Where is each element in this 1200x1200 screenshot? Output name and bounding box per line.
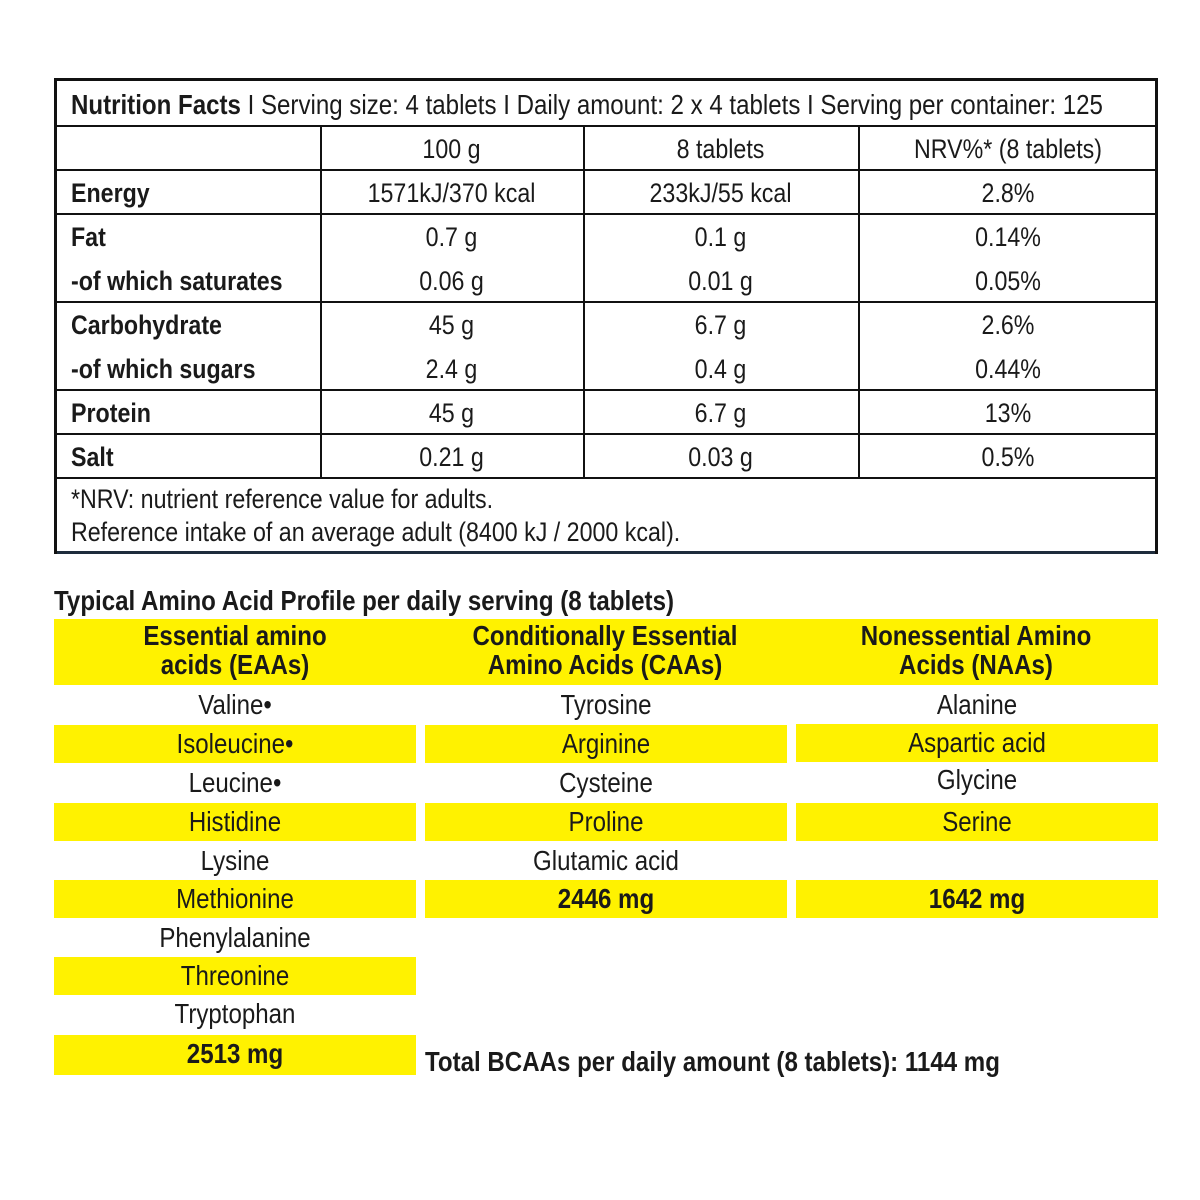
carbohydrate-per-8-tablets: 6.7 g <box>694 310 747 340</box>
fat-nrv: 0.14% <box>975 222 1041 252</box>
eaa-item-label: Methionine <box>176 883 294 914</box>
naa-heading-line-2: Acids (NAAs) <box>899 649 1053 680</box>
row-label-saturates: -of which saturates <box>71 266 283 296</box>
eaa-item-label: Lysine <box>200 845 270 876</box>
naa-item-label: Serine <box>942 806 1012 837</box>
caa-heading-line-1: Conditionally Essential <box>472 620 738 651</box>
caa-heading-line-2: Amino Acids (CAAs) <box>487 649 723 680</box>
caa-item <box>425 842 787 880</box>
table-rule <box>57 433 1155 435</box>
fat-per-100g: 0.7 g <box>425 222 478 252</box>
table-rule <box>57 125 1155 127</box>
column-divider <box>583 125 585 477</box>
eaa-heading <box>54 619 416 685</box>
naa-item <box>796 686 1158 724</box>
eaa-heading-line-1: Essential amino <box>143 620 327 651</box>
carbohydrate-per-100g: 45 g <box>428 310 475 340</box>
naa-heading <box>794 619 1158 685</box>
eaa-item-label: Histidine <box>188 806 282 837</box>
fat-per-8-tablets: 0.1 g <box>694 222 747 252</box>
energy-nrv: 2.8% <box>981 178 1035 208</box>
eaa-heading-line-2: acids (EAAs) <box>160 649 310 680</box>
naa-item <box>796 803 1158 841</box>
energy-per-100g: 1571kJ/370 kcal <box>367 178 536 208</box>
eaa-item-label: Leucine• <box>188 767 282 798</box>
energy-per-8-tablets: 233kJ/55 kcal <box>649 178 792 208</box>
nutrition-facts-table <box>54 78 1158 554</box>
nutrition-title: Nutrition Facts <box>71 89 241 120</box>
eaa-item <box>54 995 416 1033</box>
eaa-item <box>54 764 416 802</box>
eaa-item-label: Isoleucine• <box>176 728 294 759</box>
eaa-item-label: Phenylalanine <box>159 922 311 953</box>
bcaa-total: Total BCAAs per daily amount (8 tablets): 1144 mg <box>425 1046 1000 1077</box>
table-rule <box>57 389 1155 391</box>
naa-item <box>796 724 1158 762</box>
eaa-item-label: Threonine <box>180 960 290 991</box>
footnote-line-1: *NRV: nutrient reference value for adults. <box>71 484 494 514</box>
salt-nrv: 0.5% <box>981 442 1035 472</box>
naa-item <box>796 761 1158 799</box>
naa-item-label: Glycine <box>936 764 1018 795</box>
eaa-total-value: 2513 mg <box>186 1038 284 1069</box>
protein-per-8-tablets: 6.7 g <box>694 398 747 428</box>
naa-item-label: Aspartic acid <box>908 727 1046 758</box>
salt-per-100g: 0.21 g <box>419 442 484 472</box>
eaa-item-label: Tryptophan <box>174 998 296 1029</box>
row-label-protein: Protein <box>71 398 151 428</box>
row-label-sugars: -of which sugars <box>71 354 256 384</box>
caa-item <box>425 686 787 724</box>
caa-total <box>425 880 787 918</box>
eaa-item-label: Valine• <box>198 689 272 720</box>
nutrition-header <box>71 89 1103 121</box>
naa-total <box>796 880 1158 918</box>
row-label-energy: Energy <box>71 178 150 208</box>
table-rule <box>57 213 1155 215</box>
salt-per-8-tablets: 0.03 g <box>688 442 753 472</box>
column-divider <box>320 125 322 477</box>
caa-item <box>425 803 787 841</box>
table-rule <box>57 169 1155 171</box>
protein-per-100g: 45 g <box>428 398 475 428</box>
eaa-item <box>54 842 416 880</box>
footnote-line-2: Reference intake of an average adult (8400 kJ / 2000 kcal). <box>71 517 681 547</box>
saturates-per-100g: 0.06 g <box>419 266 484 296</box>
caa-item <box>425 764 787 802</box>
column-header-100g: 100 g <box>422 134 481 164</box>
serving-info: I Serving size: 4 tablets I Daily amount: 2 x 4 tablets I Serving per container: 125 <box>240 89 1103 120</box>
saturates-per-8-tablets: 0.01 g <box>688 266 753 296</box>
saturates-nrv: 0.05% <box>975 266 1041 296</box>
caa-item-label: Arginine <box>561 728 651 759</box>
column-header-8-tablets: 8 tablets <box>676 134 765 164</box>
eaa-item <box>54 725 416 763</box>
sugars-nrv: 0.44% <box>975 354 1041 384</box>
carbohydrate-nrv: 2.6% <box>981 310 1035 340</box>
nrv-footnote <box>71 483 680 549</box>
row-label-salt: Salt <box>71 442 114 472</box>
naa-total-value: 1642 mg <box>928 883 1026 914</box>
caa-item-label: Proline <box>568 806 644 837</box>
column-header-nrv: NRV%* (8 tablets) <box>914 134 1102 164</box>
amino-profile-title: Typical Amino Acid Profile per daily serving (8 tablets) <box>54 585 674 616</box>
eaa-item <box>54 686 416 724</box>
column-divider <box>858 125 860 477</box>
eaa-item <box>54 880 416 918</box>
caa-item-label: Cysteine <box>559 767 653 798</box>
table-bottom-border <box>57 551 1155 554</box>
naa-heading-line-1: Nonessential Amino <box>860 620 1092 651</box>
eaa-item <box>54 803 416 841</box>
caa-heading <box>416 619 794 685</box>
caa-item-label: Tyrosine <box>560 689 652 720</box>
eaa-item <box>54 957 416 995</box>
table-rule <box>57 477 1155 479</box>
naa-item-label: Alanine <box>936 689 1018 720</box>
table-rule <box>57 301 1155 303</box>
row-label-carbohydrate: Carbohydrate <box>71 310 222 340</box>
caa-item <box>425 725 787 763</box>
protein-nrv: 13% <box>984 398 1032 428</box>
eaa-item <box>54 919 416 957</box>
caa-total-value: 2446 mg <box>557 883 655 914</box>
eaa-total <box>54 1035 416 1075</box>
sugars-per-100g: 2.4 g <box>425 354 478 384</box>
caa-item-label: Glutamic acid <box>533 845 679 876</box>
sugars-per-8-tablets: 0.4 g <box>694 354 747 384</box>
row-label-fat: Fat <box>71 222 106 252</box>
